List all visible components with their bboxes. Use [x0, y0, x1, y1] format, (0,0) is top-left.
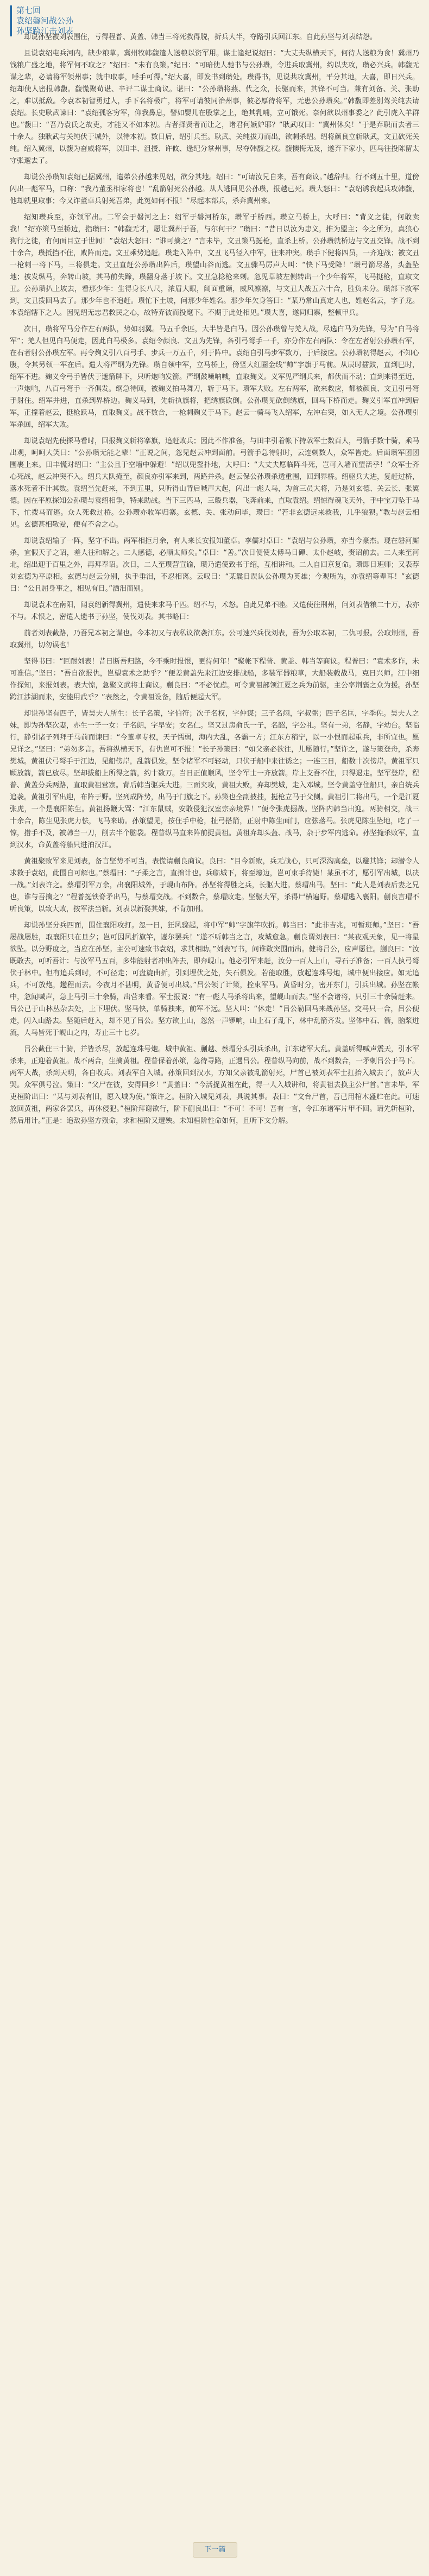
- paragraph: 却说袁绍输了一阵，坚守不出。两军相拒月余，有人来长安报知董卓。李儒对卓曰：“袁绍与公孙瓒，亦当今豪杰。现在磐河厮杀，宜假天子之诏，差人往和解之。二人感德，必顺太师矣。”卓曰：“善。”次日便使太傅马日磾、太仆赵岐，赍诏前去。二人来至河北，绍出迎于百里之外，再拜奉诏。次日，二人至瓒营宣谕，瓒乃遣使致书于绍，互相讲和。二人自回京复命。瓒即日班师；又表荐刘玄德为平原相。玄德与赵云分别，执手垂泪，不忍相离。云叹曰：“某曩日误认公孙瓒为英雄；今观所为，亦袁绍等辈耳！”玄德曰：“公且屈身事之，相见有日。”洒泪而别。: [10, 537, 419, 593]
- chapter-title-line1: 袁绍磐河战公孙: [16, 16, 74, 26]
- paragraph: 却说孙坚有四子，皆吴夫人所生：长子名策，字伯符；次子名权，字仲谋；三子名翊，字叔弼；四子名匡，字季佐。吴夫人之妹，即为孙坚次妻，亦生一子一女：子名朗，字早安；女名仁。坚又过房俞氏一子，名韶，字公礼。坚有一弟，名静，字幼台。坚临行，静引诸子列拜于马前而谏曰：“今董卓专权，天子懦弱，海内大乱，各霸一方；江东方稍宁，以一小恨而起重兵，非所宜也。愿兄详之。”坚曰：“弟勿多言。吾将纵横天下，有仇岂可不报！”长子孙策曰：“如父亲必欲往，儿愿随行。”坚许之，遂与策登舟，杀奔樊城。黄祖伏弓弩手于江边，见船傍岸，乱箭俱发。坚令诸军不可轻动，只伏于船中来往诱之；一连三日，船数十次傍岸。黄祖军只顾放箭，箭已放尽。坚却拔船上所得之箭，约十数万。当日正值顺风，坚令军士一齐放箭。岸上支吾不住，只得退走。坚军登岸，程普、黄盖分兵两路，直取黄祖营寨。背后韩当驱兵大进。三面夹攻，黄祖大败，弃却樊城，走入邓城。坚令黄盖守住船只，亲自统兵追袭。黄祖引军出迎，布阵于野。坚列成阵势，出马于门旗之下。孙策也全副披挂，挺枪立马于父侧。黄祖引二将出马，一个是江夏张虎，一个是襄阳陈生。黄祖扬鞭大骂：“江东鼠贼，安敢侵犯汉室宗亲境界！”便令张虎搦战。坚阵内韩当出迎。两骑相交，战三十余合，陈生见张虎力怯，飞马来助。孙策望见，按住手中枪，扯弓搭箭，正射中陈生面门，应弦落马。张虎见陈生坠地，吃了一惊，措手不及，被韩当一刀，削去半个脑袋。程普纵马直来阵前捉黄祖。黄祖弃却头盔、战马，杂于步军内逃命。孙坚掩杀败军，直到汉水，命黄盖将船只进泊汉江。: [10, 710, 419, 849]
- quoted-letter: 前者刘表截路，乃吾兄本初之谋也。今本初又与表私议欲袭江东。公可速兴兵伐刘表，吾为公取本初，二仇可报。公取荆州，吾取冀州，切勿误也！: [10, 629, 419, 649]
- paragraph: 却说公孙瓒知袁绍已据冀州，遣弟公孙越来见绍，欲分其地。绍曰：“可请汝兄自来，吾有商议。”越辞归。行不到五十里，道傍闪出一彪军马，口称：“我乃董丞相家将也！”乱箭射死公孙越。从人逃回见公孙瓒，报越已死。瓒大怒曰：“袁绍诱我起兵攻韩馥，他却就里取事；今又诈董卓兵射死吾弟，此冤如何不报！”尽起本部兵，杀奔冀州来。: [10, 173, 419, 205]
- chapter-number: 第七回: [16, 5, 41, 15]
- paragraph: 且说袁绍屯兵河内，缺少粮草。冀州牧韩馥遣人送粮以资军用。谋士逢纪说绍曰：“大丈夫纵横天下，何待人送粮为食！冀州乃钱粮广盛之地，将军何不取之？”绍曰：“未有良策。”纪曰：“可暗使人驰书与公孙瓒，令进兵取冀州，约以夹攻，瓒必兴兵。韩馥无谋之辈，必请将军领州事；就中取事，唾手可得。”绍大喜，即发书到瓒处。瓒得书，见说共攻冀州，平分其地，大喜，即日兴兵。绍却使人密报韩馥。馥慌聚荀谌、辛评二谋士商议。谌曰：“公孙瓒将燕、代之众，长驱而来，其锋不可当。兼有刘备、关、张助之，难以抵敌。今袁本初智勇过人，手下名将极广，将军可请彼同治州事，彼必厚待将军，无患公孙瓒矣。”韩馥即差别驾关纯去请袁绍。长史耿武谏曰：“袁绍孤客穷军，仰我鼻息，譬如婴儿在股掌之上，绝其乳哺，立可饿死。奈何欲以州事委之？此引虎入羊群也。”馥曰：“吾乃袁氏之故吏，才能又不如本初。古者择贤者而让之，诸君何嫉妒耶？”耿武叹曰：“冀州休矣！”于是弃职而去者三十余人。独耿武与关纯伏于城外，以待本初。数日后，绍引兵至。耿武、关纯拔刀而出，欲刺杀绍。绍将颜良立斩耿武，文丑砍死关纯。绍入冀州，以馥为奋威将军，以田丰、沮授、许攸、逢纪分掌州事，尽夺韩馥之权。馥懊悔无及，遂弃下家小，匹马往投陈留太守张邈去了。: [10, 49, 419, 165]
- chapter-content: [10, 31, 419, 2529]
- paragraph: 却说孙坚被刘表围住，亏得程普、黄盖、韩当三将死救得脱，折兵大半，夺路引兵回江东。自此孙坚与刘表结怨。: [24, 33, 377, 41]
- paragraph: 吕公截住三十骑，并皆杀尽，放起连珠号炮。城中黄祖、蒯越、蔡瑁分头引兵杀出，江东诸军大乱。黄盖听得喊声震天，引水军杀来，正迎着黄祖。战不两合，生擒黄祖。程普保着孙策，急待寻路，正遇吕公。程普纵马向前，战不到数合，一矛刺吕公于马下。两军大战，杀到天明，各自收兵。刘表军自入城。孙策回到汉水，方知父亲被乱箭射死，尸首已被刘表军士扛抬入城去了，放声大哭。众军俱号泣。策曰：“父尸在彼，安得回乡！”黄盖曰：“今活捉黄祖在此，得一人入城讲和，将黄祖去换主公尸首。”言未毕，军吏桓阶出曰：“某与刘表有旧，愿入城为使。”策许之。桓阶入城见刘表，具说其事。表曰：“文台尸首，吾已用棺木盛贮在此。可速放回黄祖，两家各罢兵，再休侵犯。”桓阶拜谢欲行，阶下蒯良出曰：“不可！不可！吾有一言，令江东诸军片甲不回。请先斩桓阶，然后用计。”正是：追敌孙坚方殒命，求和桓阶又遭殃。未知桓阶性命如何，且听下文分解。: [10, 1045, 419, 1125]
- paragraph: 却说孙坚分兵四面，围住襄阳攻打。忽一日，狂风骤起，将中军“帅”字旗竿吹折。韩当曰：“此非吉兆，可暂班师。”坚曰：“吾屡战屡胜，取襄阳只在旦夕；岂可因风折旗竿，遽尔罢兵！”遂不听韩当之言，攻城愈急。蒯良谓刘表曰：“某夜观天象，见一将星欲坠。以分野度之，当应在孙坚。主公可速致书袁绍，求其相助。”刘表写书，问谁敢突围而出。健将吕公，应声愿往。蒯良曰：“汝既敢去，可听吾计：与汝军马五百，多带能射者冲出阵去，即奔岘山。他必引军来赶，汝分一百人上山，寻石子准备；一百人执弓弩伏于林中。但有追兵到时，不可径走；可盘旋曲折，引到埋伏之处，矢石俱发。若能取胜，放起连珠号炮，城中便出接应。如无追兵，不可放炮，趱程而去。今夜月不甚明，黄昏便可出城。”吕公领了计策，拴束军马。黄昏时分，密开东门，引兵出城。孙坚在帐中，忽闻喊声，急上马引三十余骑，出营来看。军士报说：“有一彪人马杀将出来，望岘山而去。”坚不会诸将，只引三十余骑赶来。吕公已于山林丛杂去处，上下埋伏。坚马快，单骑独来，前军不远。坚大叫：“休走！”吕公勒回马来战孙坚。交马只一合，吕公便走，闪入山路去。坚随后赶入，却不见了吕公。坚方欲上山，忽然一声锣响，山上石子乱下，林中乱箭齐发。坚体中石、箭，脑浆迸流，人马皆死于岘山之内，寿止三十七岁。: [10, 921, 419, 1037]
- paragraph: 却说袁绍先使探马看时，回报麹义斩将搴旗，追赶败兵；因此不作准备，与田丰引着帐下持戟军士数百人，弓箭手数十骑，乘马出观，呵呵大笑曰：“公孙瓒无能之辈！”正说之间，忽见赵云冲到面前。弓箭手急待射时，云连刺数人，众军皆走。后面瓒军团团围裹上来。田丰慌对绍曰：“主公且于空墙中躲避！”绍以兜鍪扑地，大呼曰：“大丈夫愿临阵斗死，岂可入墙而望活乎！”众军士齐心死战，赵云冲突不入。绍兵大队掩至，颜良亦引军来到，两路并杀。赵云保公孙瓒杀透重围，回到界桥。绍驱兵大进，复赶过桥，落水死者不计其数。袁绍当先赶来，不到五里，只听得山背后喊声大起，闪出一彪人马，为首三员大将，乃是刘玄德、关云长、张翼德。因在平原探知公孙瓒与袁绍相争，特来助战。当下三匹马，三般兵器，飞奔前来，直取袁绍。绍惊得魂飞天外，手中宝刀坠于马下，忙拨马而逃。众人死救过桥。公孙瓒亦收军归寨。玄德、关、张动问毕，瓒曰：“若非玄德远来救我，几乎狼狈。”教与赵云相见。玄德甚相敬爱，便有不舍之心。: [10, 437, 419, 529]
- pagination-footer: [0, 2542, 429, 2564]
- paragraph: 坚得书曰：“叵耐刘表！昔日断吾归路，今不乘时报恨，更待何年！”聚帐下程普、黄盖、韩当等商议。程普曰：“袁术多诈，未可准信。”坚曰：“吾自欲报仇，岂望袁术之助乎？”便差黄盖先来江边安排战船，多装军器粮草，大船装载战马，克日兴师。江中细作探知，来报刘表。表大惊，急聚文武将士商议。蒯良曰：“不必忧虑。可令黄祖部领江夏之兵为前驱，主公率荆襄之众为援。孙坚跨江涉湖而来，安能用武乎？”表然之，令黄祖设备，随后便起大军。: [10, 658, 419, 702]
- paragraph: 次日，瓒将军马分作左右两队，势如羽翼。马五千余匹，大半皆是白马。因公孙瓒曾与羌人战，尽选白马为先锋，号为“白马将军”；羌人但见白马便走，因此白马极多。袁绍令颜良、文丑为先锋，各引弓弩手一千，亦分作左右两队：令在左者射公孙瓒右军，在右者射公孙瓒左军。再令麹义引八百弓手、步兵一万五千，列于阵中。袁绍自引马步军数万，于后接应。公孙瓒初得赵云，不知心腹，令其另领一军在后。遣大将严纲为先锋。瓒自领中军，立马桥上，傍竖大红圈金线“帅”字旗于马前。从辰时擂鼓，直到巳时，绍军不进。麹义令弓手皆伏于遮箭牌下，只听炮响发箭。严纲鼓噪呐喊，直取麹义。义军见严纲兵来，都伏而不动；直到来得至近，一声炮响，八百弓弩手一齐俱发。纲急待回，被麹义拍马舞刀，斩于马下。瓒军大败。左右两军，欲来救应，都被颜良、文丑引弓弩手射住。绍军并进，直杀到界桥边。麹义马到，先斩执旗将，把绣旗砍倒。公孙瓒见砍倒绣旗，回马下桥而走。麹义引军直冲到后军，正撞着赵云，挺枪跃马，直取麹义。战不数合，一枪刺麹义于马下。赵云一骑马飞入绍军，左冲右突，如入无人之境。公孙瓒引军杀回，绍军大败。: [10, 325, 419, 429]
- chapter-title-line2: 孙坚跨江击刘表: [16, 26, 74, 36]
- paragraph: 却说袁术在南阳，闻袁绍新得冀州，遣使来求马千匹。绍不与，术怒。自此兄弟不睦。又遣使往荆州，问刘表借粮二十万，表亦不与。术恨之，密遣人遗书于孙坚，使伐刘表。其书略曰：: [10, 601, 419, 621]
- paragraph: 绍知瓒兵至，亦领军出。二军会于磐河之上：绍军于磐河桥东，瓒军于桥西。瓒立马桥上，大呼曰：“背义之徒，何敢卖我！”绍亦策马至桥边，指瓒曰：“韩馥无才，愿让冀州于吾，与尔何干？”瓒曰：“昔日以汝为忠义，推为盟主；今之所为，真狼心狗行之徒，有何面目立于世间！”袁绍大怒曰：“谁可擒之？”言未毕，文丑策马挺枪，直杀上桥。公孙瓒就桥边与文丑交锋。战不到十余合，瓒抵挡不住，败阵而走。文丑乘势追赶。瓒走入阵中，文丑飞马径入中军，往来冲突。瓒手下健将四员，一齐迎战；被文丑一枪刺一将下马，三将俱走。文丑直赶公孙瓒出阵后，瓒望山谷而逃。文丑骤马厉声大叫：“快下马受降！”瓒弓箭尽落，头盔坠地；披发纵马，奔转山坡，其马前失蹄，瓒翻身落于坡下。文丑急捻枪来刺。忽见草坡左侧转出一个少年将军，飞马挺枪，直取文丑。公孙瓒扒上坡去，看那少年：生得身长八尺，浓眉大眼，阔面重颐，威风凛凛，与文丑大战五六十合，胜负未分。瓒部下救军到，文丑拨回马去了。那少年也不追赶。瓒忙下土坡，问那少年姓名。那少年欠身答曰：“某乃常山真定人也，姓赵名云，字子龙。本袁绍辖下之人。因见绍无忠君救民之心，故特弃彼而投麾下。不期于此处相见。”瓒大喜，遂同归寨，整顿甲兵。: [10, 213, 419, 317]
- next-chapter-button[interactable]: 下一篇: [193, 2542, 237, 2558]
- paragraph: 黄祖聚败军来见刘表，备言坚势不可当。表慌请蒯良商议。良曰：“目今新败，兵无战心，只可深沟高垒，以避其锋；却潜令人求救于袁绍，此围自可解也。”蔡瑁曰：“子柔之言，直拙计也。兵临城下，将至壕边，岂可束手待毙！某虽不才，愿引军出城，以决一战。”刘表许之。蔡瑁引军万余，出襄阳城外，于岘山布阵。孙坚将得胜之兵，长驱大进。蔡瑁出马。坚曰：“此人是刘表后妻之兄也，谁与吾擒之？”程普挺铁脊矛出马，与蔡瑁交战。不到数合，蔡瑁败走。坚驱大军，杀得尸横遍野。蔡瑁逃入襄阳。蒯良言瑁不听良策，以致大败，按军法当斩。刘表以新娶其妹，不肯加刑。: [10, 857, 419, 913]
